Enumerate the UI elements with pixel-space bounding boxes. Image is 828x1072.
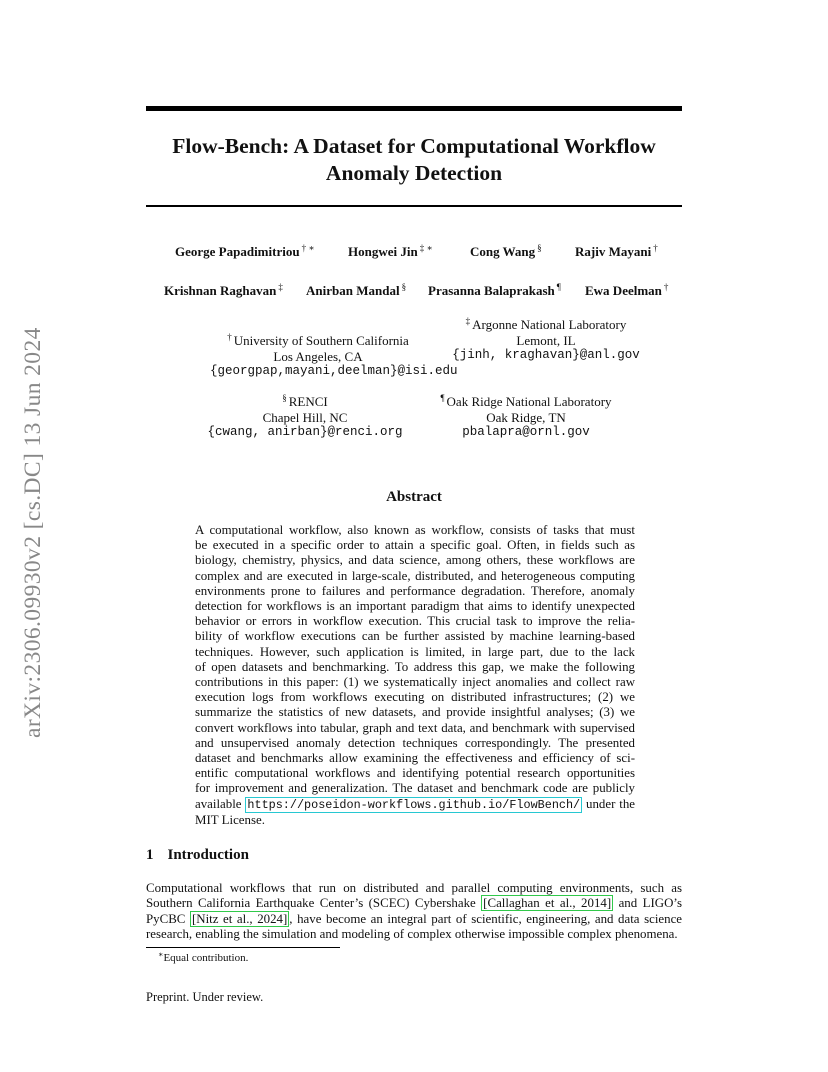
author-2: Hongwei Jin ‡ ∗ xyxy=(348,243,433,259)
abstract-line: MIT License. xyxy=(195,812,265,827)
author-1: George Papadimitriou † ∗ xyxy=(175,243,315,259)
author-7: Prasanna Balaprakash ¶ xyxy=(428,282,561,298)
intro-line: Southern California Earthquake Center’s (SCEC) Cybershake [Callaghan et al., 2014] and LIGO’s xyxy=(146,896,682,911)
title-line-1: Flow-Bench: A Dataset for Computational Workflow xyxy=(172,134,656,158)
citation-nitz[interactable]: [Nitz et al., 2024] xyxy=(191,911,288,926)
footnote-rule xyxy=(146,947,340,948)
author-5: Krishnan Raghavan ‡ xyxy=(164,282,283,298)
citation-callaghan[interactable]: [Callaghan et al., 2014] xyxy=(483,896,612,911)
intro-line: Computational workflows that run on distributed and parallel computing environments, such as xyxy=(146,881,682,895)
title-rule-top xyxy=(146,106,682,111)
dataset-url-link[interactable]: https://poseidon-workflows.github.io/FlowBench/ xyxy=(247,797,581,812)
abstract-line: summarize the statistics of new datasets, and provide insightful analyses; (3) we xyxy=(195,705,635,720)
section-heading: 1 Introduction xyxy=(146,847,249,863)
title-line-2: Anomaly Detection xyxy=(325,161,503,185)
abstract-line: environments prone to failures and performance degradation. Therefore, anomaly xyxy=(195,583,635,598)
abstract-line: detection for workflows is an important paradigm that aims to identify unexpected xyxy=(195,599,635,614)
abstract-line: dataset and benchmarks allow examining the effectiveness and efficiency of sci- xyxy=(195,751,635,766)
abstract-line: of open datasets and benchmarking. To address this gap, we make the following xyxy=(195,659,635,674)
abstract-line: behavior or errors in workflow execution. This crucial task to improve the relia- xyxy=(195,614,635,629)
author-6: Anirban Mandal § xyxy=(306,282,407,298)
abstract-heading: Abstract xyxy=(386,489,442,505)
preprint-notice: Preprint. Under review. xyxy=(146,990,264,1004)
title-rule-bottom xyxy=(146,205,682,207)
abstract-line: and unsupervised anomaly detection techniques correspondingly. The presented xyxy=(195,735,635,750)
intro-line: research, enabling the simulation and modeling of complex otherwise impossible complex phenomena. xyxy=(146,926,678,941)
affiliation-ornl: ¶ Oak Ridge National Laboratory Oak Ridge, TN pbalapra@ornl.gov xyxy=(440,393,612,439)
abstract-line: entific computational workflows and identifying potential research opportunities xyxy=(195,766,635,781)
abstract-line: biology, chemistry, physics, and data science, among others, these workflows are xyxy=(195,553,635,568)
abstract-line: for improvement and generalization. The dataset and benchmark code are publicly xyxy=(195,781,635,796)
intro-body xyxy=(146,881,682,942)
abstract-line: techniques. However, such application is limited, in large part, due to the lack xyxy=(195,644,635,659)
author-4: Rajiv Mayani † xyxy=(575,243,658,259)
footnote: ∗Equal contribution. xyxy=(158,950,249,964)
abstract-line: be executed in a specific order to attain a specific goal. Often, in fields such as xyxy=(195,538,635,553)
affiliation-anl: ‡ Argonne National Laboratory Lemont, IL {jinh, kraghavan}@anl.gov xyxy=(452,316,640,362)
abstract-line: convert workflows into tabular, graph and text data, and benchmark with supervised xyxy=(195,720,635,735)
abstract-line: bility of workflow executions can be further assisted by machine learning-based xyxy=(195,629,635,644)
author-8: Ewa Deelman † xyxy=(585,282,669,298)
abstract-line: contributions in this paper: (1) we systematically inject anomalies and collect raw xyxy=(195,675,635,690)
paper-title xyxy=(146,133,682,187)
affiliation-renci: § RENCI Chapel Hill, NC {cwang, anirban}@renci.org xyxy=(207,393,403,439)
abstract-body xyxy=(195,523,635,828)
arxiv-sidebar xyxy=(20,298,56,738)
abstract-url-line: available https://poseidon-workflows.github.io/FlowBench/ under the xyxy=(195,796,635,812)
author-3: Cong Wang § xyxy=(470,243,542,259)
intro-line: PyCBC [Nitz et al., 2024] , have become an integral part of scientific, engineering, and data science xyxy=(146,911,683,926)
abstract-line: execution logs from workflows executing on distributed infrastructures; (2) we xyxy=(195,690,635,705)
abstract-line: A computational workflow, also known as workflow, consists of tasks that must xyxy=(195,523,635,537)
affiliation-usc: † University of Southern California Los Angeles, CA {georgpap,mayani,deelman}@isi.edu xyxy=(210,332,458,378)
arxiv-id: arXiv:2306.09930v2 [cs.DC] 13 Jun 2024 xyxy=(20,327,46,738)
abstract-line: complex and are executed in large-scale, distributed, and heterogeneous computing xyxy=(195,568,635,583)
